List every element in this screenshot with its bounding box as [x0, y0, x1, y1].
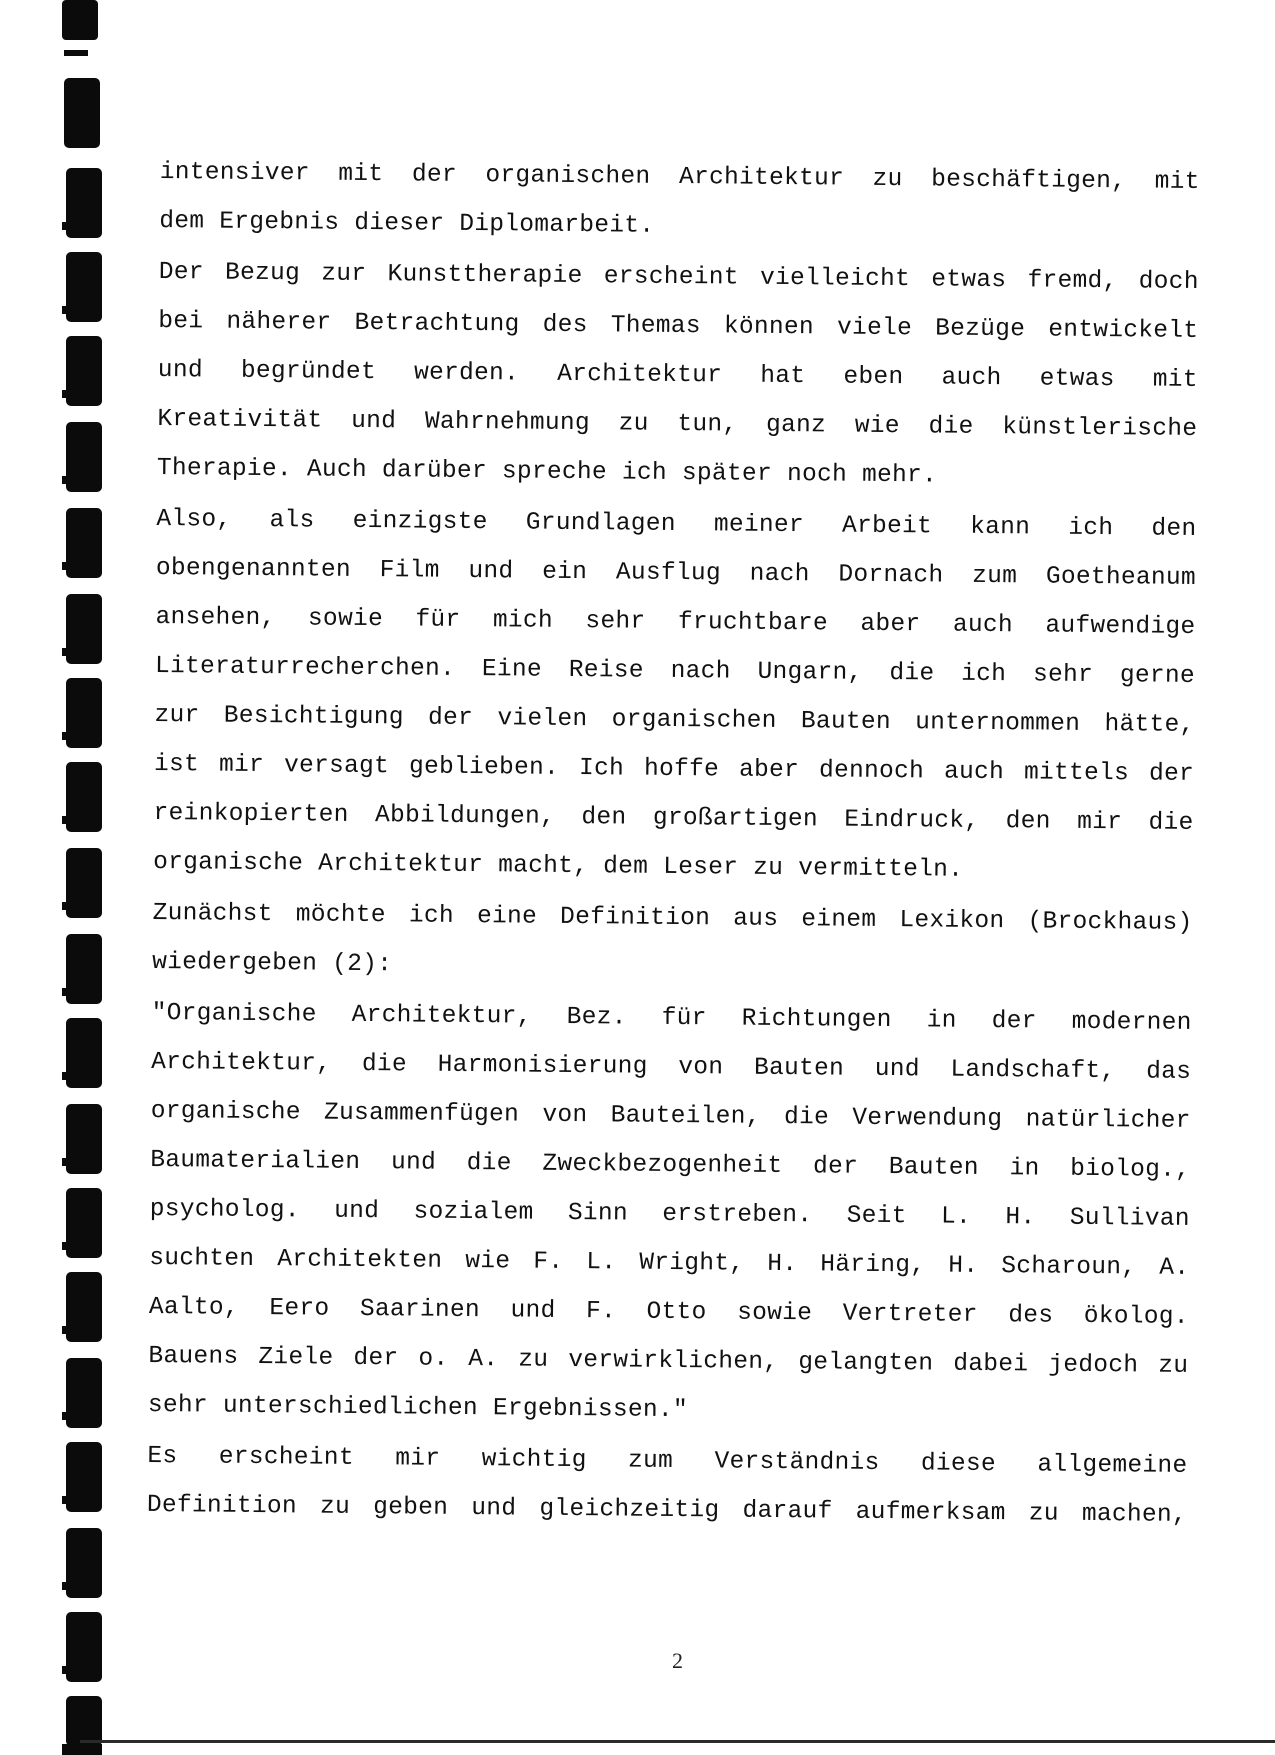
text-line: intensiver mit der organischen Architektur zu beschäftigen, mit: [159, 158, 1200, 196]
text-line: Definition zu geben und gleichzeitig darauf aufmerksam zu machen,: [146, 1491, 1188, 1529]
text-line: zur Besichtigung der vielen organischen Bauten unternommen hätte,: [154, 701, 1195, 739]
paragraph: [153, 495, 1197, 897]
text-line: ist mir versagt geblieben. Ich hoffe aber dennoch auch mittels der: [153, 750, 1195, 788]
text-line: Bauens Ziele der o. A. zu verwirklichen, gelangten dabei jedoch zu: [148, 1342, 1189, 1380]
text-line: Es erscheint mir wichtig zum Verständnis diese allgemeine: [147, 1442, 1188, 1480]
text-line: sehr unterschiedlichen Ergebnissen.": [147, 1391, 689, 1425]
text-line: Der Bezug zur Kunsttherapie erscheint vielleicht etwas fremd, doch: [158, 258, 1199, 296]
text-line: suchten Architekten wie F. L. Wright, H. Häring, H. Scharoun, A.: [149, 1244, 1190, 1282]
text-line: Architektur, die Harmonisierung von Bauten und Landschaft, das: [151, 1048, 1192, 1086]
text-line: Kreativität und Wahrnehmung zu tun, ganz wie die künstlerische: [157, 405, 1198, 443]
text-line: organische Architektur macht, dem Leser zu vermitteln.: [153, 848, 964, 884]
page-number: 2: [672, 1648, 683, 1673]
text-line: ansehen, sowie für mich sehr fruchtbare aber auch aufwendige: [155, 603, 1196, 641]
paragraph: [152, 889, 1193, 997]
text-line: Also, als einzigste Grundlagen meiner Arbeit kann ich den: [156, 505, 1197, 543]
text-line: psycholog. und sozialem Sinn erstreben. Seit L. H. Sullivan: [149, 1195, 1190, 1233]
spiral-binding: [0, 0, 110, 1755]
paragraph: [157, 248, 1199, 503]
text-line: Aalto, Eero Saarinen und F. Otto sowie Vertreter des ökolog.: [148, 1293, 1189, 1331]
text-line: organische Zusammenfügen von Bauteilen, die Verwendung natürlicher: [150, 1097, 1191, 1135]
text-line: Zunächst möchte ich eine Definition aus einem Lexikon (Brockhaus): [152, 899, 1193, 937]
text-line: bei näherer Betrachtung des Themas können viele Bezüge entwickelt: [158, 307, 1199, 345]
text-line: reinkopierten Abbildungen, den großartigen Eindruck, den mir die: [153, 799, 1194, 837]
text-line: wiedergeben (2):: [152, 948, 393, 979]
text-line: obengenannten Film und ein Ausflug nach Dornach zum Goetheanum: [155, 554, 1197, 592]
text-line: Therapie. Auch darüber spreche ich später noch mehr.: [156, 454, 938, 490]
page-bottom-edge: [80, 1740, 1275, 1743]
paragraph: [147, 1432, 1188, 1540]
text-line: Literaturrecherchen. Eine Reise nach Ungarn, die ich sehr gerne: [154, 652, 1196, 690]
paragraph: [159, 148, 1200, 256]
text-line: dem Ergebnis dieser Diplomarbeit.: [159, 207, 655, 240]
text-line: "Organische Architektur, Bez. für Richtungen in der modernen: [151, 999, 1192, 1037]
text-line: und begründet werden. Architektur hat eben auch etwas mit: [157, 356, 1198, 394]
block-quote: [148, 989, 1192, 1440]
text-line: Baumaterialien und die Zweckbezogenheit der Bauten in biolog.,: [150, 1146, 1191, 1184]
document-body: [147, 148, 1200, 1542]
